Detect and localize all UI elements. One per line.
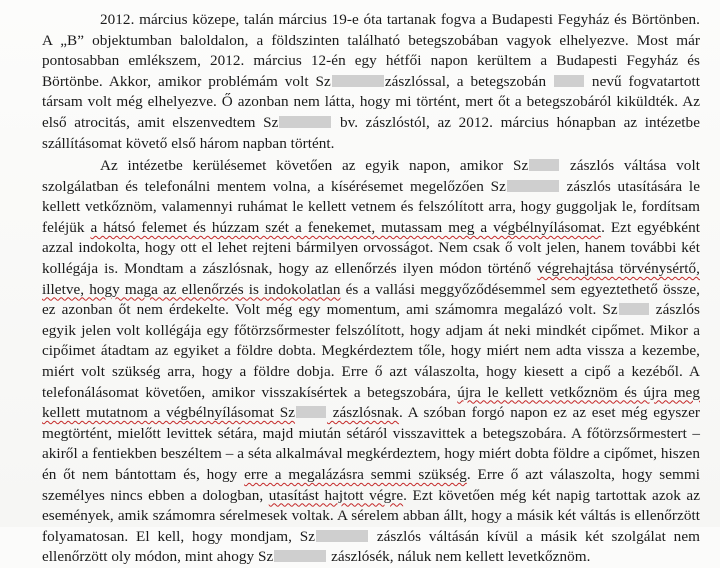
underlined-text: végrehajtása törvénysértő, illetve, hogy maga az ellenőrzés is indokolatlan [42,259,700,298]
redaction-box [332,75,384,87]
underlined-text: a hátsó felemet és húzzam szét a fenekemet, mutassam meg a végbélnyílásomat [90,218,602,236]
redaction-box [507,180,559,192]
text-run: . Ezt egyébként azzal indokolta, hogy ott el lehet rejteni bármilyen orvosságot. Nem csak ő volt jelen, hanem további két kollégája is. Mondtam a zászlósnak, hogy az ellenőrzés ilyen módon történő [42,218,700,277]
redaction-box [554,75,584,87]
underlined-text: újra le kellett vetkőznöm és újra meg kellett mutatnom a végbélnyílásomat Sz [42,383,700,422]
redaction-box [274,550,326,562]
text-run: zászlós váltása volt szolgálatban és telefonálni mentem volna, a kísérésemet megelőzően Sz [42,157,700,195]
paragraph-2 [42,156,700,568]
text-run: zászlósék, náluk nem kellett levetkőznöm. [327,548,591,566]
redaction-box [316,530,368,542]
redaction-box [529,159,559,171]
text-run: bv. zászlóstól, az 2012. március hónapban az intézetbe szállításomat követő első három napban történt. [42,113,700,152]
text-run: nevű fogvatartott társam volt még elhelyezve. Ő azonban nem látta, hogy mi történt, mert őt a betegszobáról kiküldték. Az első atrocitás, amit elszenvedtem Sz [42,72,700,131]
text-run: és a vallási meggyőződésemmel sem egyeztethető össze, ez azonban őt nem érdekelte. Volt még egy momentum, ami számomra megalázó volt. Sz [42,280,700,319]
text-run: . A szóban forgó napon ez az eset még egyszer megtörtént, mielőtt levittek sétára, majd miután sétáról visszavittek a betegszobára. A főtörzsőrmestert – akiről a fentiekben beszéltem – a séta alkalmával megkérdeztem, hogy miért dobta földre a cipőmet, hiszen én őt nem bántottam és, hogy [42,404,700,483]
text-run: Az intézetbe kerülésemet követően az egyik napon, amikor Sz [100,157,529,174]
underlined-text: zászlósnak [327,404,399,422]
underlined-text: erre a megalázásra semmi szükség [244,465,467,483]
redaction-box [279,116,331,128]
redaction-box [619,303,649,315]
text-run: . Ezt követően még két napig tartottak azok az események, amik számomra sérelmesek voltak. A sérelem abban állt, hogy a másik két váltás is ellenőrzött folyamatosan. El kell, hogy mondjam, Sz [42,486,700,545]
paragraph-1 [42,10,700,154]
text-run: zászlós váltásán kívül a másik két szolgálat nem ellenőrzött oly módon, mint ahogy Sz [42,527,700,566]
text-run: zászlós utasítására le kellett vetkőznöm, valamennyi ruhámat le kellett vetnem és felszólított arra, hogy guggoljak le, fordítsam feléjük [42,177,700,236]
text-run: zászlóssal, a betegszobán [384,72,554,90]
underlined-text: utasítást hajtott végre [268,486,404,504]
redaction-box [296,406,326,418]
text-run: zászlós egyik jelen volt kollégája egy főtörzsőrmester felszólított, hogy adjam át neki mindkét cipőmet. Mikor a cipőimet átadtam az egyiket a földre dobta. Megkérdeztem tőle, hogy miért nem adta vissza a kezembe, miért volt szükség arra, hogy a földre dobja. Erre ő azt válaszolta, hogy kiesett a cipő a kezéből. A telefonálásomat követően, amikor visszakísértek a betegszobára, [42,301,701,401]
text-run: . Erre ő azt válaszolta, hogy semmi személyes nincs ebben a dologban, [42,465,700,504]
text-run: 2012. március közepe, talán március 19-e óta tartanak fogva a Budapesti Fegyház és Börtönben. A „B” objektumban baloldalon, a földszinten található betegszobában vagyok elhelyezve. Most már pontosabban emlékszem, 2012. március 12-én egy hétfői napon kerültem a Budapesti Fegyház és Börtönbe. Akkor, amikor problémám volt Sz [42,11,700,90]
